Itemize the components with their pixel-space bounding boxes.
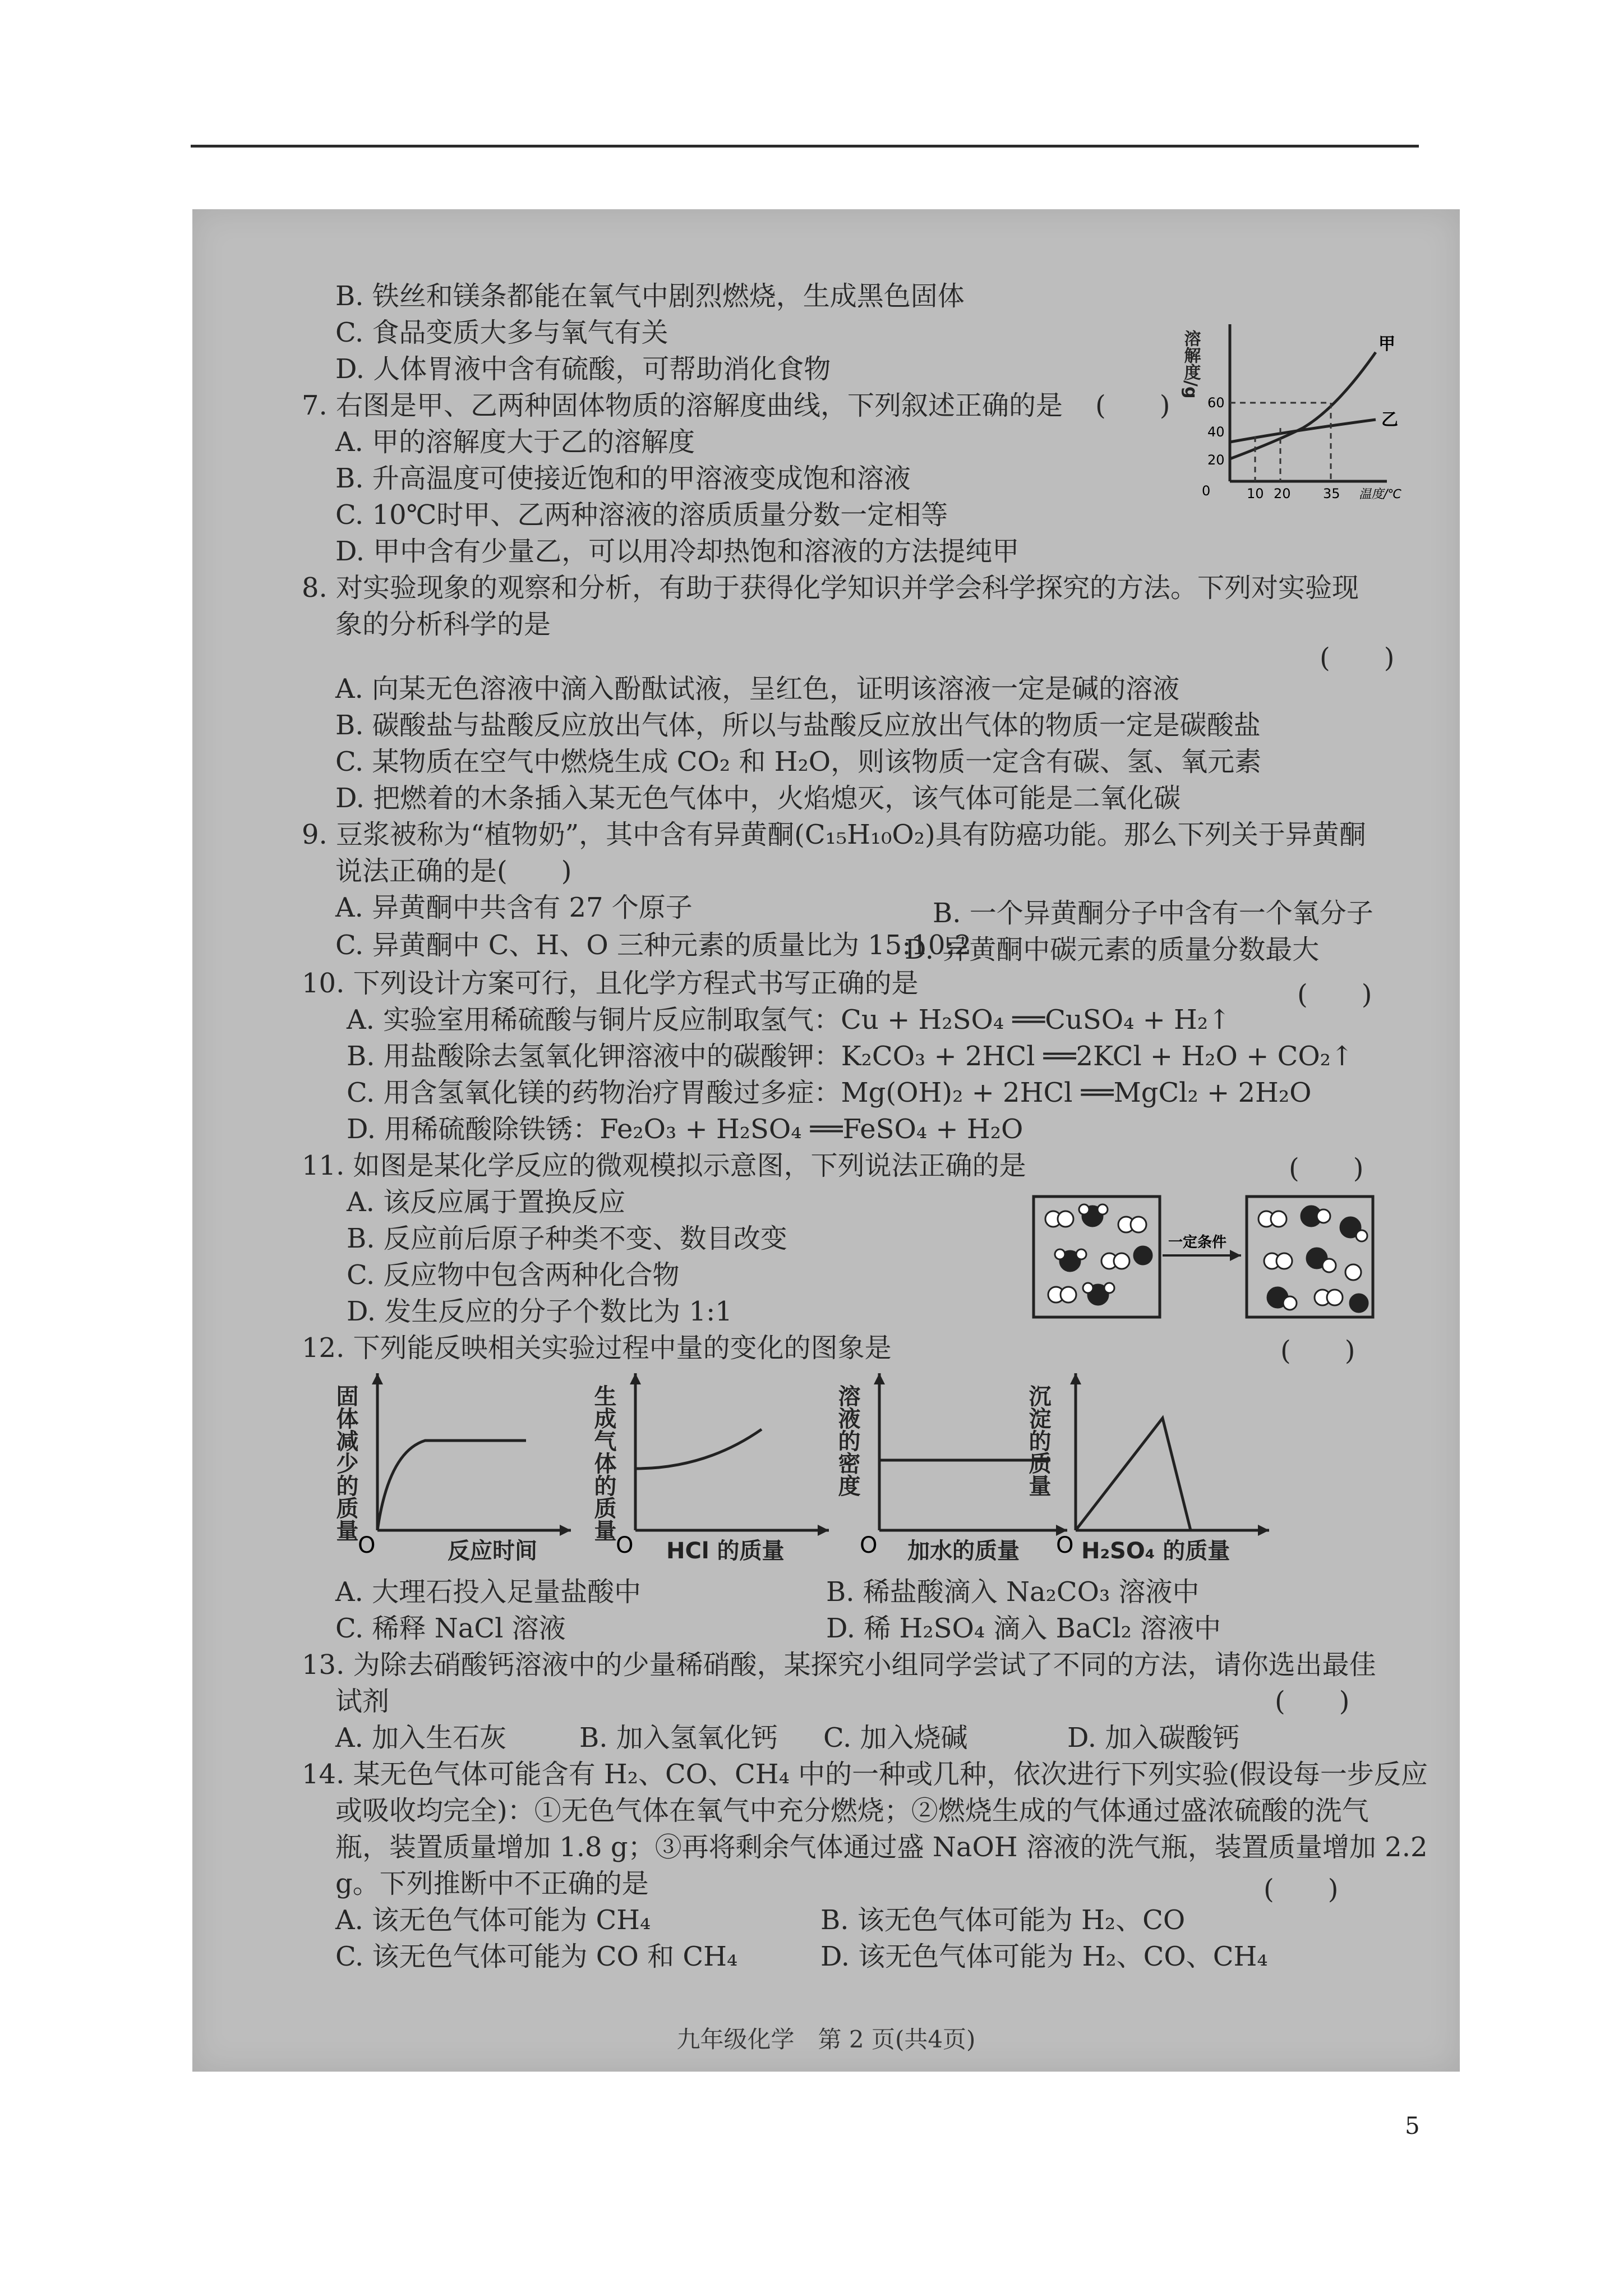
answer-bracket: ( ) [1297,979,1372,1010]
q7-option-a: A. 甲的溶解度大于乙的溶解度 [335,426,695,458]
q12-option-d: D. 稀 H₂SO₄ 滴入 BaCl₂ 溶液中 [826,1613,1221,1644]
q6-option-c: C. 食品变质大多与氧气有关 [335,317,668,348]
q6-option-b: B. 铁丝和镁条都能在氧气中剧烈燃烧，生成黑色固体 [335,280,965,312]
q8-stem-cont: 象的分析科学的是 [335,609,551,640]
q9-option-c: C. 异黄酮中 C、H、O 三种元素的质量比为 15:10:2 [335,930,972,961]
q9-option-d: D. 异黄酮中碳元素的质量分数最大 [905,934,1320,965]
q13-option-b: B. 加入氢氧化钙 [579,1722,778,1754]
reaction-micro-diagram [1031,1194,1376,1323]
q8-stem: 8. 对实验现象的观察和分析，有助于获得化学知识并学会科学探究的方法。下列对实验现 [302,572,1359,604]
graph-c-ylabel: 溶液的密度 [834,1384,860,1497]
q14-option-b: B. 该无色气体可能为 H₂、CO [820,1904,1186,1936]
q8-option-d: D. 把燃着的木条插入某无色气体中，火焰熄灭，该气体可能是二氧化碳 [335,783,1181,814]
graph-b-curve [635,1429,762,1469]
product-molecules [1258,1206,1368,1312]
xtick-0: 0 [1202,483,1211,499]
graph-a-curve [377,1441,526,1530]
q8-option-b: B. 碳酸盐与盐酸反应放出气体，所以与盐酸反应放出气体的物质一定是碳酸盐 [335,710,1261,741]
ytick-40: 40 [1207,424,1225,440]
xtick-20: 20 [1274,486,1291,501]
scanned-exam-page [192,209,1460,2072]
graph-d-xlabel: H₂SO₄ 的质量 [1081,1538,1230,1564]
q12-graph-d [1022,1368,1286,1564]
solubility-curve-chart [1181,307,1449,509]
q12-graph-a [335,1368,588,1564]
q10-option-a: A. 实验室用稀硫酸与铜片反应制取氢气：Cu + H₂SO₄ ══CuSO₄ + H₂↑ [347,1004,1231,1036]
q14-stem: 14. 某无色气体可能含有 H₂、CO、CH₄ 中的一种或几种，依次进行下列实验(假设每一步反应 [302,1759,1428,1790]
q14-stem-cont3: g。下列推断中不正确的是 [335,1868,649,1899]
jia-curve [1230,352,1376,459]
arrow-label: 一定条件 [1168,1234,1227,1251]
q8-option-c: C. 某物质在空气中燃烧生成 CO₂ 和 H₂O，则该物质一定含有碳、氢、氧元素 [335,746,1262,777]
q10-option-b: B. 用盐酸除去氢氧化钾溶液中的碳酸钾：K₂CO₃ + 2HCl ══2KCl + H₂O + CO₂↑ [347,1041,1354,1072]
graph-a-origin: O [358,1533,376,1558]
q14-option-c: C. 该无色气体可能为 CO 和 CH₄ [335,1941,738,1972]
graph-a-ylabel: 固体减少的质量 [333,1384,358,1542]
q14-option-d: D. 该无色气体可能为 H₂、CO、CH₄ [820,1941,1268,1972]
graph-b-origin: O [616,1533,634,1558]
q12-stem: 12. 下列能反映相关实验过程中量的变化的图象是 [302,1332,892,1364]
q11-option-d: D. 发生反应的分子个数比为 1:1 [347,1296,732,1327]
q11-stem: 11. 如图是某化学反应的微观模拟示意图，下列说法正确的是 [302,1150,1026,1181]
q6-option-d: D. 人体胃液中含有硫酸，可帮助消化食物 [335,353,831,385]
q12-option-b: B. 稀盐酸滴入 Na₂CO₃ 溶液中 [826,1576,1200,1608]
graph-d-origin: O [1056,1533,1074,1558]
q10-option-d: D. 用稀硫酸除铁锈：Fe₂O₃ + H₂SO₄ ══FeSO₄ + H₂O [347,1114,1023,1145]
yi-label: 乙 [1381,410,1398,430]
solubility-y-label: 溶解度/g [1181,330,1201,399]
q13-stem: 13. 为除去硝酸钙溶液中的少量稀硝酸，某探究小组同学尝试了不同的方法，请你选出最佳 [302,1649,1376,1681]
q13-stem-cont: 试剂 [335,1686,390,1717]
graph-d-curve [1076,1418,1191,1530]
q7-stem: 7. 右图是甲、乙两种固体物质的溶解度曲线，下列叙述正确的是 [302,390,1063,421]
q12-option-a: A. 大理石投入足量盐酸中 [335,1576,642,1608]
page-number: 5 [1405,2112,1420,2139]
q7-option-d: D. 甲中含有少量乙，可以用冷却热饱和溶液的方法提纯甲 [335,536,1020,567]
q9-stem-cont: 说法正确的是( ) [335,855,572,887]
q9-option-a: A. 异黄酮中共含有 27 个原子 [335,892,693,923]
answer-bracket: ( ) [1095,390,1170,421]
page-footer: 九年级化学 第 2 页(共4页) [676,2026,976,2053]
q14-stem-cont2: 瓶，装置质量增加 1.8 g；③再将剩余气体通过盛 NaOH 溶液的洗气瓶，装置质量增加 2.2 [335,1832,1428,1863]
q14-stem-cont1: 或吸收均完全)：①无色气体在氧气中充分燃烧；②燃烧生成的气体通过盛浓硫酸的洗气 [335,1795,1369,1826]
xtick-35: 35 [1323,486,1340,501]
answer-bracket: ( ) [1320,642,1395,674]
solubility-x-label: 温度/℃ [1359,487,1402,501]
q12-option-c: C. 稀释 NaCl 溶液 [335,1613,566,1644]
q9-stem: 9. 豆浆被称为“植物奶”，其中含有异黄酮(C₁₅H₁₀O₂)具有防癌功能。那么下列关于异黄酮 [302,819,1366,850]
ytick-20: 20 [1207,452,1225,468]
q11-option-a: A. 该反应属于置换反应 [347,1186,626,1218]
graph-c-xlabel: 加水的质量 [907,1538,1020,1564]
graph-b-ylabel: 生成气体的质量 [591,1384,616,1542]
q10-option-c: C. 用含氢氧化镁的药物治疗胃酸过多症：Mg(OH)₂ + 2HCl ══MgCl₂ + 2H₂O [347,1077,1312,1108]
ytick-60: 60 [1207,395,1225,411]
reactant-molecules [1045,1204,1152,1305]
answer-bracket: ( ) [1280,1335,1355,1366]
answer-bracket: ( ) [1289,1153,1364,1184]
q13-option-d: D. 加入碳酸钙 [1067,1722,1240,1754]
yi-curve [1230,420,1376,442]
answer-bracket: ( ) [1264,1874,1339,1905]
q9-option-b: B. 一个异黄酮分子中含有一个氧分子 [933,898,1373,929]
graph-a-xlabel: 反应时间 [448,1538,537,1564]
q11-option-c: C. 反应物中包含两种化合物 [347,1259,680,1291]
q12-graph-b [593,1368,846,1564]
graph-b-xlabel: HCl 的质量 [666,1538,785,1564]
q14-option-a: A. 该无色气体可能为 CH₄ [335,1904,651,1936]
q8-option-a: A. 向某无色溶液中滴入酚酞试液，呈红色，证明该溶液一定是碱的溶液 [335,673,1180,705]
xtick-10: 10 [1247,486,1264,501]
jia-label: 甲 [1378,334,1395,354]
q7-option-c: C. 10℃时甲、乙两种溶液的溶质质量分数一定相等 [335,499,948,531]
answer-bracket: ( ) [1275,1686,1350,1717]
graph-c-origin: O [860,1533,878,1558]
q13-option-a: A. 加入生石灰 [335,1722,507,1754]
q11-option-b: B. 反应前后原子种类不变、数目改变 [347,1223,787,1254]
top-rule [191,145,1419,148]
q13-option-c: C. 加入烧碱 [823,1722,968,1754]
graph-d-ylabel: 沉淀的质量 [1025,1384,1051,1497]
q10-stem: 10. 下列设计方案可行，且化学方程式书写正确的是 [302,968,919,999]
q7-option-b: B. 升高温度可使接近饱和的甲溶液变成饱和溶液 [335,463,911,494]
